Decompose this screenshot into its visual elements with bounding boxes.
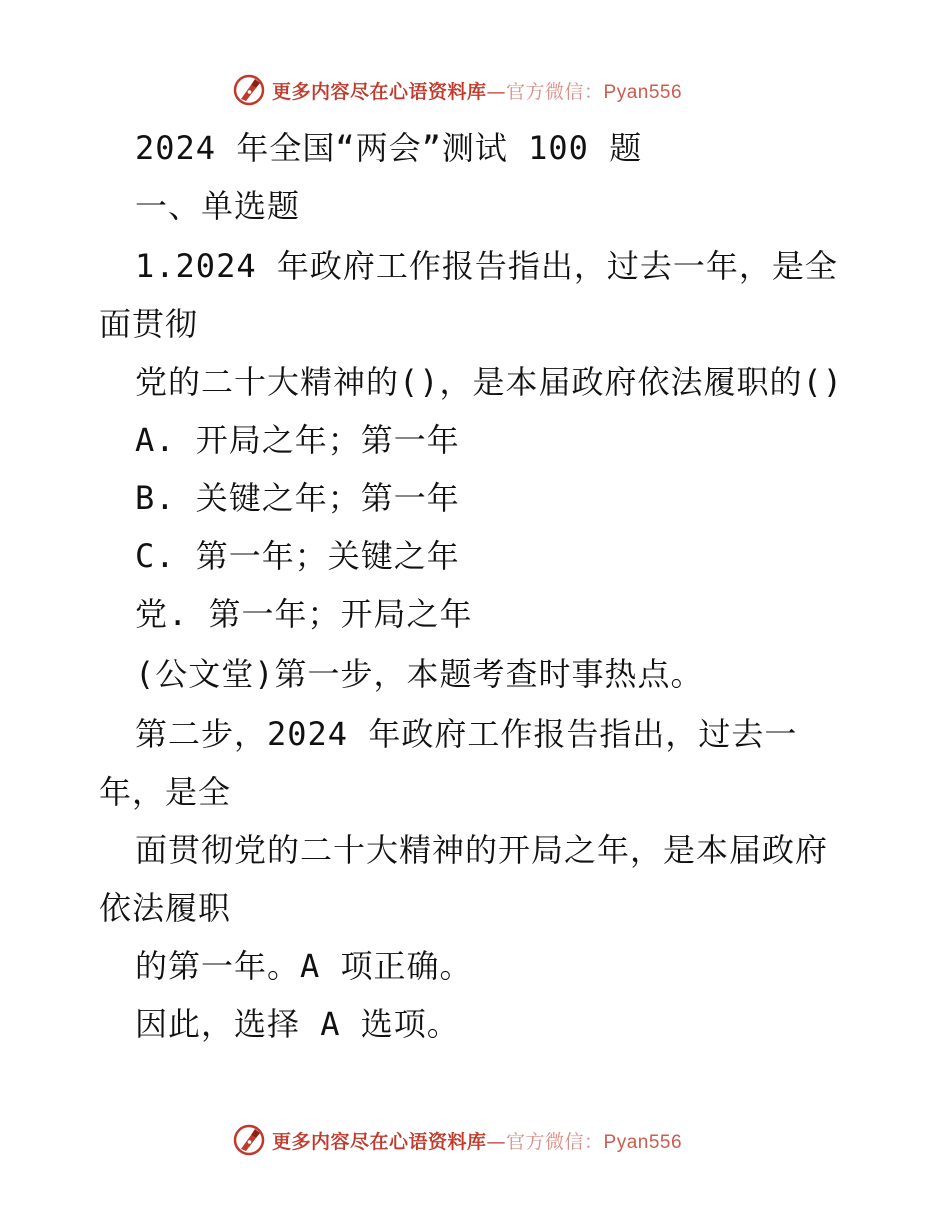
pen-nib-logo-icon bbox=[232, 73, 266, 107]
analysis-step-2-line-4: 依法履职 bbox=[99, 889, 232, 927]
watermark-handle: Pyan556 bbox=[603, 1131, 683, 1153]
question-stem-line-1: 1.2024 年政府工作报告指出，过去一年，是全 bbox=[135, 247, 838, 285]
watermark-text bbox=[272, 77, 682, 104]
question-stem-line-2: 面贯彻 bbox=[99, 305, 199, 343]
analysis-step-2-line-5: 的第一年。A 项正确。 bbox=[135, 947, 473, 985]
option-b: B. 关键之年；第一年 bbox=[135, 479, 460, 517]
watermark-main-text: 更多内容尽在心语资料库 bbox=[272, 80, 487, 103]
watermark-text bbox=[272, 1127, 682, 1154]
pen-nib-logo-icon bbox=[232, 1123, 266, 1157]
watermark-dash: — bbox=[486, 1130, 507, 1153]
analysis-step-2-line-1: 第二步，2024 年政府工作报告指出，过去一 bbox=[135, 715, 798, 753]
analysis-step-2-line-2: 年，是全 bbox=[99, 773, 232, 811]
watermark-wechat-label: 官方微信： bbox=[506, 80, 604, 103]
watermark-handle: Pyan556 bbox=[603, 81, 683, 103]
watermark-dash: — bbox=[486, 80, 507, 103]
footer-watermark bbox=[232, 1122, 682, 1158]
question-stem-line-3: 党的二十大精神的()，是本届政府依法履职的() bbox=[135, 363, 844, 401]
section-heading: 一、单选题 bbox=[135, 187, 301, 225]
watermark-wechat-label: 官方微信： bbox=[506, 1130, 604, 1153]
analysis-conclusion: 因此，选择 A 选项。 bbox=[135, 1005, 460, 1043]
analysis-step-1: (公文堂)第一步，本题考查时事热点。 bbox=[135, 655, 704, 693]
header-watermark bbox=[232, 72, 682, 108]
option-d: 党. 第一年；开局之年 bbox=[135, 595, 473, 633]
option-a: A. 开局之年；第一年 bbox=[135, 421, 460, 459]
option-c: C. 第一年；关键之年 bbox=[135, 537, 460, 575]
analysis-step-2-line-3: 面贯彻党的二十大精神的开局之年，是本届政府 bbox=[135, 831, 829, 869]
document-title: 2024 年全国“两会”测试 100 题 bbox=[135, 129, 643, 167]
watermark-main-text: 更多内容尽在心语资料库 bbox=[272, 1130, 487, 1153]
